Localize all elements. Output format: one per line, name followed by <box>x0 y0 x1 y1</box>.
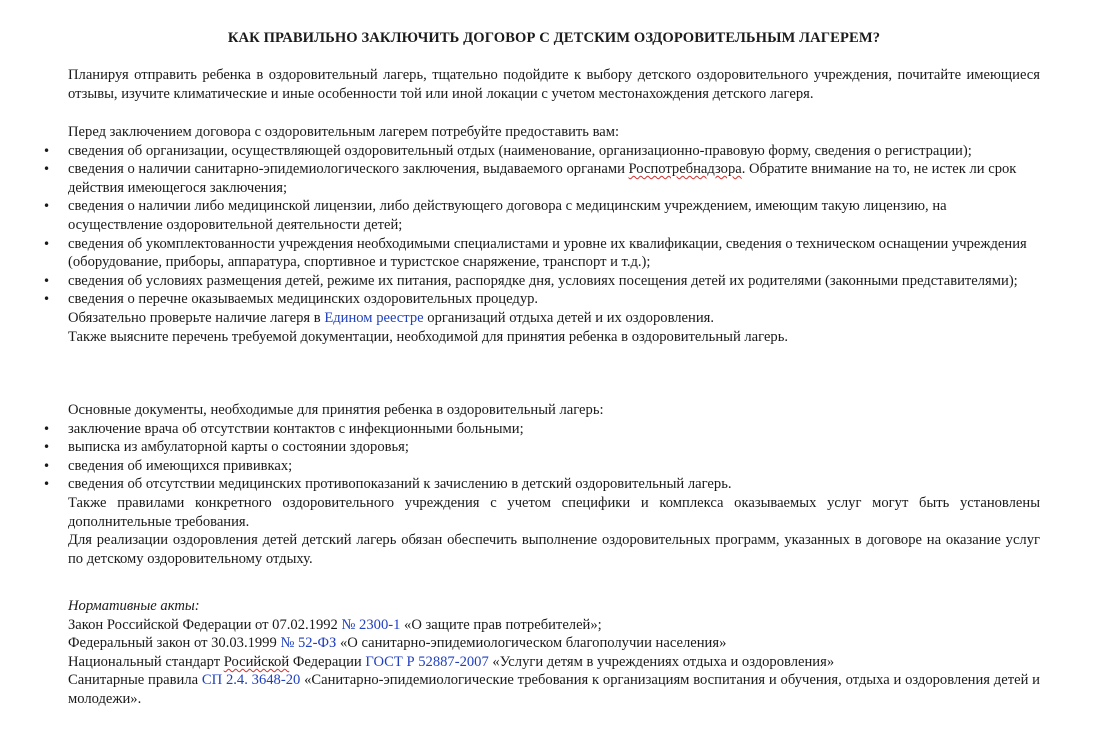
act-link[interactable]: № 2300-1 <box>341 616 401 633</box>
act-link[interactable]: ГОСТ Р 52887-2007 <box>365 653 489 670</box>
docs-note: Также выясните перечень требуемой документации, необходимой для принятия ребенка в оздоровительный лагерь. <box>68 328 789 345</box>
list-item: • сведения о наличии либо медицинской лицензии, либо действующего договора с медицинским учреждением, имеющим такую лицензию, на осуществление оздоровительной деятельности детей; <box>68 197 1040 234</box>
act-text: «Услуги детям в учреждениях отдыха и оздоровления» <box>488 653 835 670</box>
list-item: • сведения об отсутствии медицинских противопоказаний к зачислению в детский оздоровительный лагерь. <box>68 475 1040 494</box>
spellcheck-marked-word: Росийской <box>223 653 290 670</box>
requirements-lead: Перед заключением договора с оздоровительным лагерем потребуйте предоставить вам: <box>68 124 620 140</box>
act-text: Национальный стандарт <box>68 653 224 670</box>
list-item-text: сведения о наличии санитарно-эпидемиологического заключения, выдаваемого органами <box>68 161 629 178</box>
act-link[interactable]: № 52-ФЗ <box>280 635 337 652</box>
intro-paragraph <box>68 66 1040 103</box>
registry-link[interactable]: Едином реестре <box>324 309 424 326</box>
section-documents <box>68 401 1040 568</box>
list-item: • сведения об имеющихся прививках; <box>68 457 1040 476</box>
act-line <box>68 634 1040 653</box>
act-text: «О защите прав потребителей»; <box>400 616 602 633</box>
normative-heading: Нормативные акты: <box>68 598 200 614</box>
extra-requirements: Также правилами конкретного оздоровительного учреждения с учетом специфики и комплекса оказываемых услуг могут быть установлены дополнительные требования. <box>68 494 1040 530</box>
spellcheck-marked-word: Роспотребнадзора <box>628 161 742 178</box>
act-line <box>68 653 1040 672</box>
section-requirements <box>68 123 1040 346</box>
act-line <box>68 616 1040 635</box>
list-item: • сведения об организации, осуществляющей оздоровительный отдых (наименование, организационно-правовую форму, сведения о регистрации); <box>68 142 1040 161</box>
requirements-list <box>68 142 1040 309</box>
list-item-text: . Обратите внимание на то, не истек ли срок действия имеющегося заключения; <box>68 161 1017 196</box>
act-text: Санитарные правила <box>68 672 202 689</box>
registry-check <box>68 309 1040 328</box>
act-text: Закон Российской Федерации от 07.02.1992 <box>68 616 342 633</box>
registry-text: организаций отдыха детей и их оздоровления. <box>423 309 715 326</box>
camp-obligation: Для реализации оздоровления детей детский лагерь обязан обеспечить выполнение оздоровительных программ, указанных в договоре на оказание услуг по детскому оздоровительному отдыху. <box>68 532 1040 567</box>
act-link[interactable]: СП 2.4. 3648-20 <box>201 672 301 689</box>
page-title: КАК ПРАВИЛЬНО ЗАКЛЮЧИТЬ ДОГОВОР С ДЕТСКИМ ОЗДОРОВИТЕЛЬНЫМ ЛАГЕРЕМ? <box>227 30 881 46</box>
normative-acts <box>68 597 1040 709</box>
list-item: • заключение врача об отсутствии контактов с инфекционными больными; <box>68 420 1040 439</box>
documents-list <box>68 420 1040 494</box>
list-item: • выписка из амбулаторной карты о состоянии здоровья; <box>68 438 1040 457</box>
list-item: • сведения об условиях размещения детей, режиме их питания, распорядке дня, условиях посещения детей их родителями (законными представителями); <box>68 272 1040 291</box>
documents-lead: Основные документы, необходимые для принятия ребенка в оздоровительный лагерь: <box>68 402 604 418</box>
list-item: • сведения о перечне оказываемых медицинских оздоровительных процедур. <box>68 290 1040 309</box>
act-text: «О санитарно-эпидемиологическом благополучии населения» <box>336 635 727 652</box>
list-item: • сведения об укомплектованности учреждения необходимыми специалистами и уровне их квалификации, сведения о техническом оснащении учреждения (оборудование, приборы, аппаратура, спортивное и туристское снаряжение, транспорт и т.д.); <box>68 235 1040 272</box>
act-line <box>68 671 1040 708</box>
registry-text: Обязательно проверьте наличие лагеря в <box>68 309 325 326</box>
act-text: Федеральный закон от 30.03.1999 <box>68 635 281 652</box>
act-text: «Санитарно-эпидемиологические требования к организациям воспитания и обучения, отдыха и оздоровления детей и молодежи». <box>68 672 1040 707</box>
intro-text: Планируя отправить ребенка в оздоровительный лагерь, тщательно подойдите к выбору детского оздоровительного учреждения, почитайте имеющиеся отзывы, изучите климатические и иные особенности той или иной локации с учетом местонахождения детского лагеря. <box>68 67 1040 102</box>
list-item <box>68 160 1040 197</box>
act-text: Федерации <box>289 653 366 670</box>
